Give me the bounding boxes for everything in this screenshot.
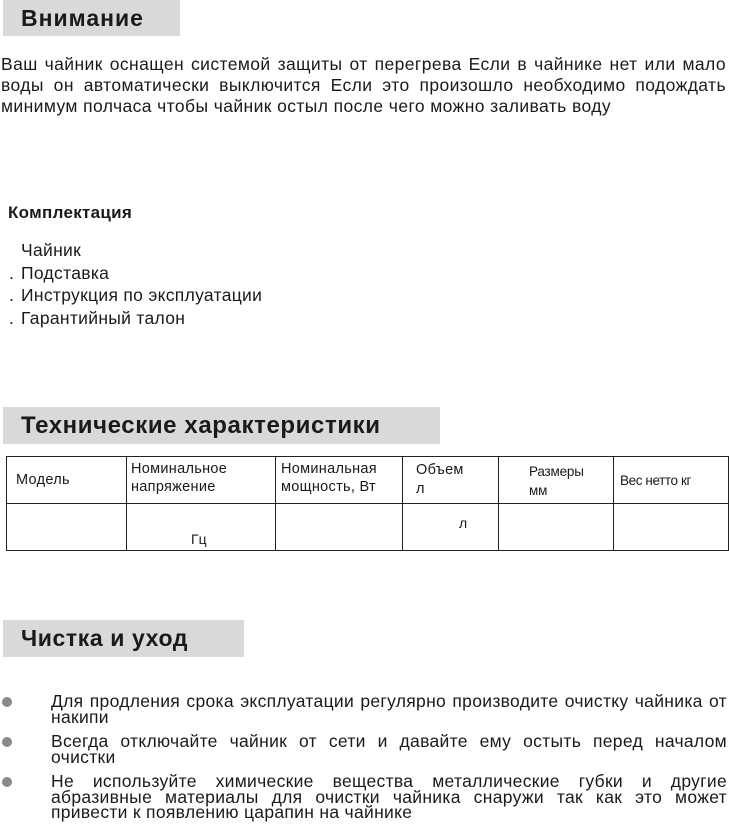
cell-power <box>276 504 403 551</box>
cell-model <box>7 504 127 551</box>
table-row <box>7 504 729 551</box>
col-size-label-1: Размеры <box>529 464 584 479</box>
kit-item-label: Инструкция по эксплуатации <box>21 285 263 305</box>
col-voltage-label-2: напряжение <box>131 479 216 495</box>
warning-text: Ваш чайник оснащен системой защиты от перегрева Если в чайнике нет или мало воды он автоматически выключится Если это произошло необходимо подождать минимум полчаса чтобы чайник остыл после чего можно заливать воду <box>1 54 726 116</box>
care-heading: Чистка и уход <box>3 620 244 657</box>
col-power-label-1: Номинальная <box>281 461 377 477</box>
care-item-text: Всегда отключайте чайник от сети и давайте ему остыть перед началом очистки <box>51 731 727 767</box>
col-voltage <box>127 457 276 504</box>
table-header-row <box>7 457 729 504</box>
bullet-icon <box>2 737 12 747</box>
kit-item <box>9 262 262 285</box>
kit-item-label: Чайник <box>21 240 82 260</box>
kit-list <box>9 239 262 329</box>
cell-size <box>499 504 614 551</box>
warning-heading: Внимание <box>3 0 180 36</box>
kit-item <box>9 284 262 307</box>
bullet-icon <box>2 777 12 787</box>
cell-volume-unit: л <box>459 515 468 531</box>
specs-table <box>6 456 729 551</box>
specs-heading: Технические характеристики <box>3 407 440 444</box>
kit-item <box>9 239 262 262</box>
kit-item-label: Подставка <box>21 262 110 283</box>
col-volume-label-2: л <box>416 481 425 497</box>
kit-item-mark: . <box>9 262 15 283</box>
col-power-label-2: мощность, Вт <box>281 479 376 495</box>
kit-title: Комплектация <box>8 203 133 222</box>
col-model <box>7 457 127 504</box>
cell-volume <box>403 504 499 551</box>
kit-item-label: Гарантийный талон <box>21 307 186 328</box>
kit-item <box>9 307 262 330</box>
care-item-text: Не используйте химические вещества металлические губки и другие абразивные материалы для очистки чайника снаружи так как это может привести к появлению царапин на чайнике <box>51 771 727 822</box>
kit-item-mark: . <box>9 285 15 305</box>
care-list <box>0 691 728 830</box>
cell-weight <box>614 504 729 551</box>
care-item <box>0 771 727 822</box>
care-item-text: Для продления срока эксплуатации регулярно производите очистку чайника от накипи <box>51 691 727 727</box>
col-power <box>276 457 403 504</box>
col-voltage-label-1: Номинальное <box>131 461 228 477</box>
bullet-icon <box>2 697 12 707</box>
cell-voltage-unit: Гц <box>191 531 207 547</box>
kit-item-mark: . <box>9 307 15 328</box>
col-weight <box>614 457 729 504</box>
col-size <box>499 457 614 504</box>
col-size-label-2: мм <box>529 483 548 498</box>
col-model-label: Модель <box>16 472 70 488</box>
cell-voltage <box>127 504 276 551</box>
care-item <box>0 731 727 767</box>
col-volume-label-1: Объем <box>416 462 464 478</box>
col-weight-label: Вес нетто кг <box>620 473 692 488</box>
care-item <box>0 691 727 727</box>
col-volume <box>403 457 499 504</box>
